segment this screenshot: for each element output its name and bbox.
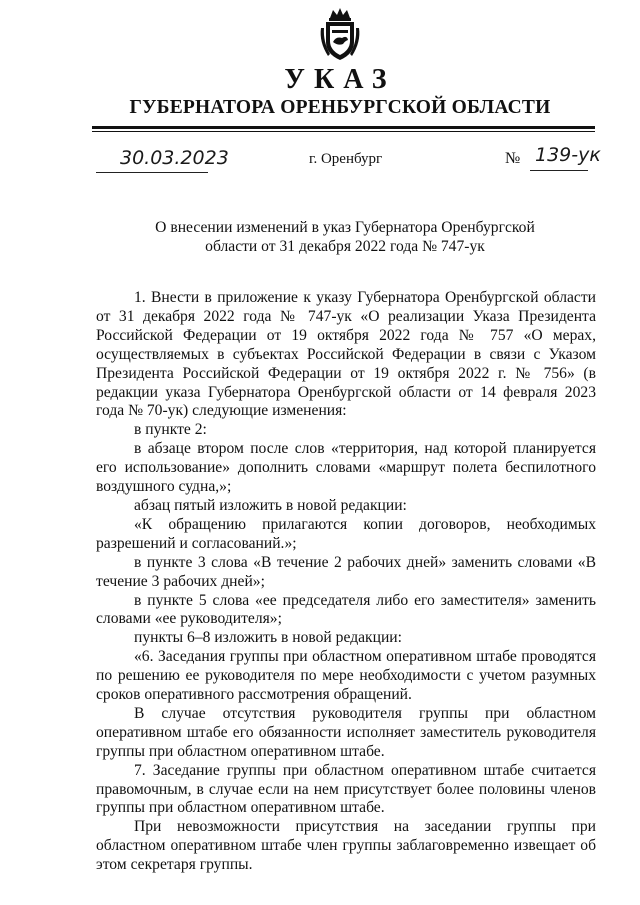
document-title: УКАЗ	[284, 64, 396, 95]
document-body	[96, 289, 596, 875]
body-paragraph: в пункте 5 слова «ее председателя либо его заместителя» заменить словами «ее руководителя»;	[96, 591, 596, 628]
body-paragraph: «6. Заседания группы при областном оперативном штабе проводятся по решению ее руководителя по мере необходимости с учетом разумных сроков оперативного рассмотрения обращений.	[96, 648, 596, 704]
body-paragraph: «К обращению прилагаются копии договоров, необходимых разрешений и согласований.»;	[96, 515, 596, 552]
orenburg-coat-of-arms-icon	[318, 8, 362, 62]
body-paragraph: 1. Внести в приложение к указу Губернатора Оренбургской области от 31 декабря 2022 года № 747-ук «О реализации Указа Президента Российской Федерации от 19 октября 2022 года № 757 «О мерах, осуществляемых в субъектах Российской Федерации в связи с Указом Президента Российской Федерации от 19 октября 2022 г. № 756» (в редакции указа Губернатора Оренбургской области от 14 февраля 2023 года № 70-ук) следующие изменения:	[96, 289, 596, 420]
date-underline	[96, 172, 208, 173]
body-paragraph: При невозможности присутствия на заседании группы при областном оперативном штабе член группы заблаговременно извещает об этом секретаря группы.	[96, 818, 596, 874]
body-paragraph: В случае отсутствия руководителя группы при областном оперативном штабе его обязанности исполняет заместитель руководителя группы при областном оперативном штабе.	[96, 704, 596, 760]
header-divider-thick	[92, 126, 595, 129]
body-paragraph: пункты 6–8 изложить в новой редакции:	[134, 629, 402, 647]
body-paragraph: 7. Заседание группы при областном оперативном штабе считается правомочным, в случае если на нем присутствует более половины членов группы при областном оперативном штабе.	[96, 761, 596, 817]
number-sign: №	[505, 150, 521, 167]
header-divider-thin	[92, 131, 595, 132]
document-number: 139-ук	[535, 144, 601, 166]
body-paragraph: абзац пятый изложить в новой редакции:	[134, 496, 407, 514]
document-subtitle: ГУБЕРНАТОРА ОРЕНБУРГСКОЙ ОБЛАСТИ	[129, 97, 551, 118]
body-paragraph: в пункте 3 слова «В течение 2 рабочих дней» заменить словами «В течение 3 рабочих дней»;	[96, 553, 596, 590]
body-paragraph: в пункте 2:	[134, 421, 207, 439]
document-city: г. Оренбург	[309, 151, 383, 167]
document-date: 30.03.2023	[120, 147, 229, 169]
body-paragraph: в абзаце втором после слов «территория, над которой планируется его использование» дополнить словами «маршрут полета беспилотного воздушного судна,»;	[96, 440, 596, 496]
document-subject: О внесении изменений в указ Губернатора Оренбургской области от 31 декабря 2022 года № 747-ук	[155, 219, 535, 255]
number-underline	[530, 170, 588, 171]
